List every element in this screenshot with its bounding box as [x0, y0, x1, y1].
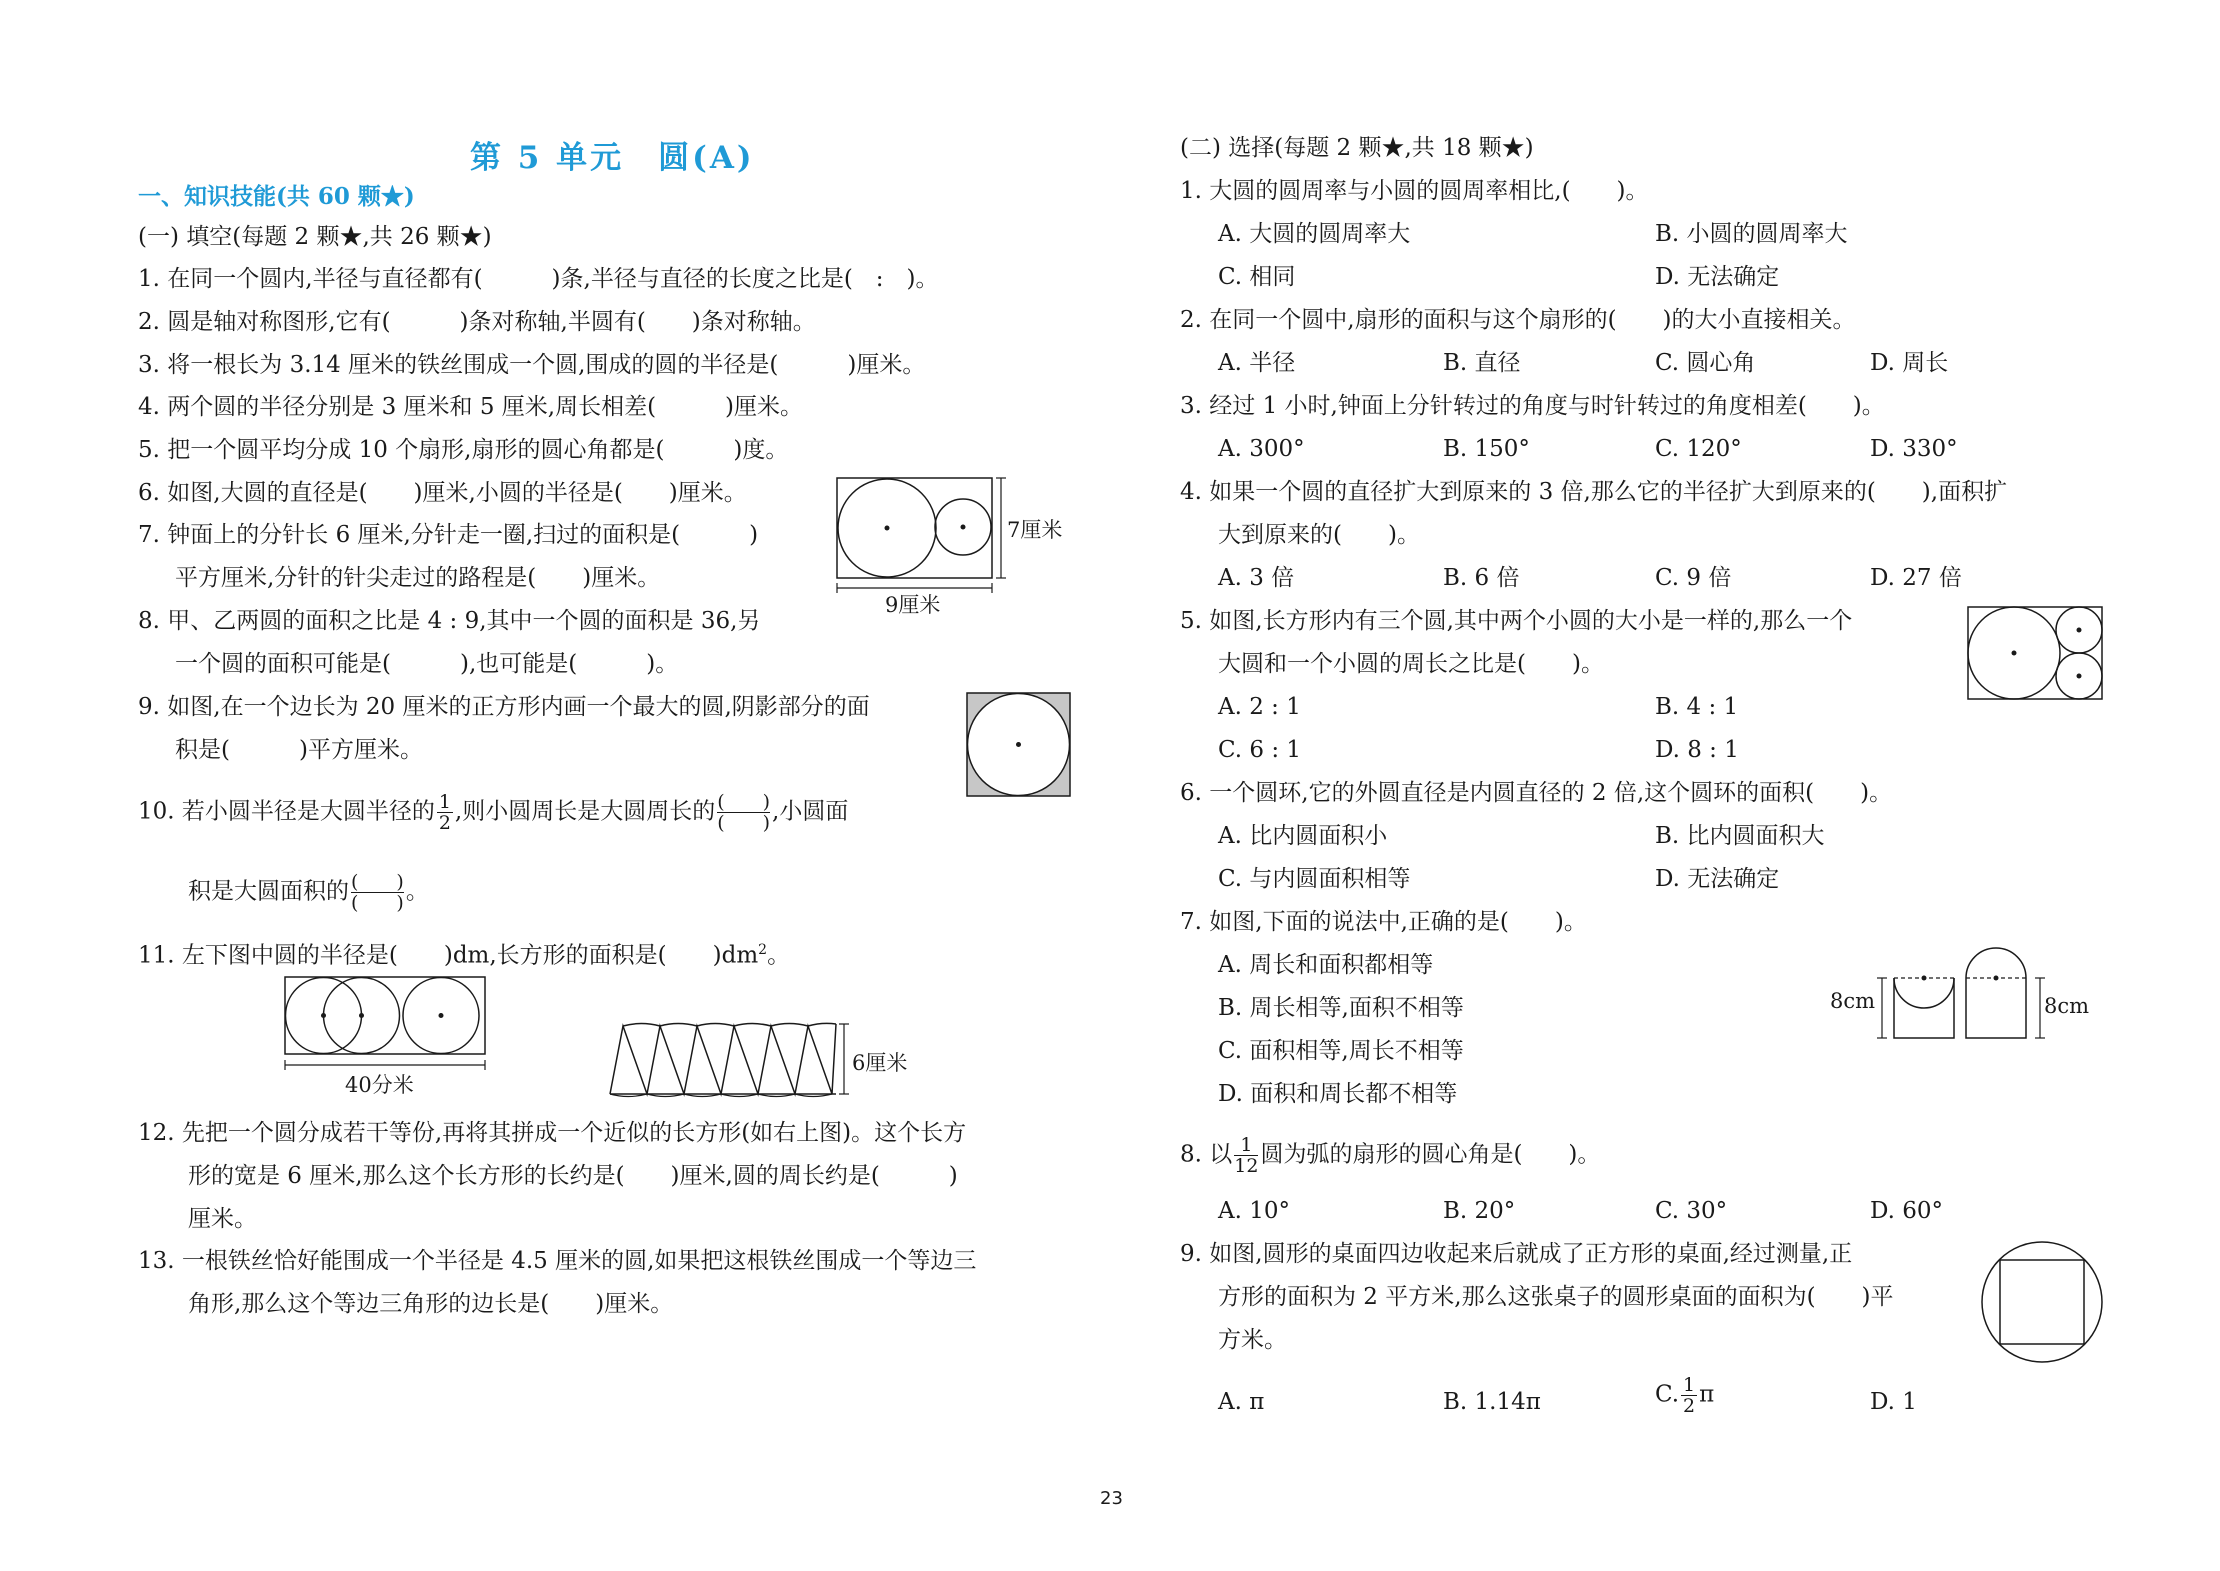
- choice-q1-A: A. 大圆的圆周率大: [1218, 221, 1411, 247]
- choice-q6-A: A. 比内圆面积小: [1218, 823, 1388, 849]
- q10-text-d: 积是大圆面积的: [188, 878, 349, 905]
- fraction-numerator: 1: [1683, 1374, 1696, 1396]
- fraction-one-half: [1681, 1375, 1697, 1416]
- fraction-numerator: ( ): [351, 871, 404, 893]
- choice-q3: 3. 经过 1 小时,钟面上分针转过的角度与时针转过的角度相差( )。: [1180, 393, 1885, 419]
- choice-q1: 1. 大圆的圆周率与小圆的圆周率相比,( )。: [1180, 178, 1649, 204]
- choice-q9-D: D. 1: [1870, 1389, 1917, 1415]
- q6-height-label: 7厘米: [1007, 518, 1063, 542]
- choice-q8: [1180, 1135, 1600, 1176]
- fraction-denominator: ( ): [351, 892, 404, 914]
- choice-q6-D: D. 无法确定: [1655, 866, 1780, 892]
- fill-q12-line3: 厘米。: [188, 1206, 257, 1232]
- choice-q2-D: D. 周长: [1870, 350, 1949, 376]
- choice-q4-C: C. 9 倍: [1655, 565, 1732, 591]
- choice-q3-D: D. 330°: [1870, 436, 1958, 462]
- q11-end: 。: [767, 942, 791, 969]
- fill-q3: 3. 将一根长为 3.14 厘米的铁丝围成一个圆,围成的圆的半径是( )厘米。: [138, 352, 926, 378]
- fill-q5: 5. 把一个圆平均分成 10 个扇形,扇形的圆心角都是( )度。: [138, 437, 789, 463]
- choice-q6-B: B. 比内圆面积大: [1655, 823, 1825, 849]
- pi-symbol: π: [1699, 1381, 1715, 1408]
- choice-q5-B: B. 4 : 1: [1655, 694, 1739, 720]
- fill-q2: 2. 圆是轴对称图形,它有( )条对称轴,半圆有( )条对称轴。: [138, 309, 816, 335]
- choice-q7-A: A. 周长和面积都相等: [1218, 952, 1434, 978]
- fraction-denominator: 2: [1683, 1395, 1696, 1417]
- blank-fraction: [351, 872, 404, 913]
- choice-q8-C: C. 30°: [1655, 1198, 1728, 1224]
- choice-q4-line2: 大到原来的( )。: [1218, 522, 1420, 548]
- c5-figure: [1966, 605, 2106, 705]
- c8-text-a: 8. 以: [1180, 1141, 1233, 1168]
- fill-q12-line1: 12. 先把一个圆分成若干等份,再将其拼成一个近似的长方形(如右上图)。这个长方: [138, 1120, 967, 1146]
- q11-superscript: 2: [758, 942, 768, 958]
- fraction-denominator: ( ): [717, 812, 771, 834]
- fill-q13-line1: 13. 一根铁丝恰好能围成一个半径是 4.5 厘米的圆,如果把这根铁丝围成一个等边三: [138, 1248, 977, 1274]
- fill-q10-line2: [188, 872, 429, 913]
- fraction-numerator: ( ): [717, 791, 771, 813]
- choice-q6-C: C. 与内圆面积相等: [1218, 866, 1411, 892]
- fill-q13-line2: 角形,那么这个等边三角形的边长是( )厘米。: [188, 1291, 674, 1317]
- page-number: 23: [1100, 1488, 1123, 1509]
- q9-figure: [966, 692, 1072, 798]
- fill-q7-line1: 7. 钟面上的分针长 6 厘米,分针走一圈,扫过的面积是( ): [138, 522, 759, 548]
- q10-text-a: 10. 若小圆半径是大圆半径的: [138, 798, 435, 825]
- fraction-one-half: [437, 792, 453, 833]
- c7-right-label: 8cm: [2044, 994, 2090, 1018]
- choice-q3-A: A. 300°: [1218, 436, 1305, 462]
- fraction-numerator: 1: [1240, 1134, 1253, 1156]
- q11-figure: [283, 975, 493, 1095]
- fill-q11: [138, 935, 790, 971]
- choice-q9-A: A. π: [1218, 1389, 1265, 1415]
- c7-figure: [1830, 948, 2090, 1048]
- q11-text: 11. 左下图中圆的半径是( )dm,长方形的面积是( )dm: [138, 942, 759, 969]
- fill-q9-line1: 9. 如图,在一个边长为 20 厘米的正方形内画一个最大的圆,阴影部分的面: [138, 694, 870, 720]
- q6-width-label: 9厘米: [885, 593, 941, 617]
- fill-q7-line2: 平方厘米,分针的针尖走过的路程是( )厘米。: [175, 565, 661, 591]
- choice-q9-B: B. 1.14π: [1443, 1389, 1541, 1415]
- fraction-denominator: 2: [438, 812, 451, 834]
- c9-figure: [1980, 1240, 2110, 1370]
- choice-q1-C: C. 相同: [1218, 264, 1296, 290]
- choice-q3-C: C. 120°: [1655, 436, 1742, 462]
- choice-q9-line1: 9. 如图,圆形的桌面四边收起来后就成了正方形的桌面,经过测量,正: [1180, 1241, 1853, 1267]
- blank-fraction: [717, 792, 770, 833]
- choice-q7-B: B. 周长相等,面积不相等: [1218, 995, 1464, 1021]
- choice-q5-line2: 大圆和一个小圆的周长之比是( )。: [1218, 651, 1604, 677]
- choice-q9-C: [1655, 1375, 1714, 1416]
- fill-q12-line2: 形的宽是 6 厘米,那么这个长方形的长约是( )厘米,圆的周长约是( ): [188, 1163, 958, 1189]
- fraction-one-twelfth: [1234, 1135, 1258, 1176]
- fraction-numerator: 1: [438, 791, 451, 813]
- choice-q2-B: B. 直径: [1443, 350, 1521, 376]
- fraction-denominator: 12: [1234, 1155, 1259, 1177]
- fill-q8-line1: 8. 甲、乙两圆的面积之比是 4 : 9,其中一个圆的面积是 36,另: [138, 608, 761, 634]
- choice-q7: 7. 如图,下面的说法中,正确的是( )。: [1180, 909, 1587, 935]
- choice-q1-D: D. 无法确定: [1655, 264, 1780, 290]
- choice-q1-B: B. 小圆的圆周率大: [1655, 221, 1848, 247]
- c9c-label: C.: [1655, 1381, 1680, 1408]
- page-title: 第 5 单元 圆(A): [470, 140, 755, 176]
- q11-width-label: 40分米: [345, 1073, 414, 1097]
- choice-q5-A: A. 2 : 1: [1218, 694, 1301, 720]
- choice-q4-D: D. 27 倍: [1870, 565, 1962, 591]
- choice-q5-C: C. 6 : 1: [1218, 737, 1302, 763]
- subsection-fill: (一) 填空(每题 2 颗★,共 26 颗★): [138, 224, 492, 250]
- fill-q9-line2: 积是( )平方厘米。: [175, 737, 423, 763]
- choice-q3-B: B. 150°: [1443, 436, 1530, 462]
- fill-q8-line2: 一个圆的面积可能是( ),也可能是( )。: [175, 651, 679, 677]
- choice-q6: 6. 一个圆环,它的外圆直径是内圆直径的 2 倍,这个圆环的面积( )。: [1180, 780, 1893, 806]
- choice-q2: 2. 在同一个圆中,扇形的面积与这个扇形的( )的大小直接相关。: [1180, 307, 1856, 333]
- choice-q8-B: B. 20°: [1443, 1198, 1516, 1224]
- section-heading: 一、知识技能(共 60 颗★): [138, 183, 415, 210]
- q10-text-b: ,则小圆周长是大圆周长的: [454, 798, 716, 825]
- choice-q4-line1: 4. 如果一个圆的直径扩大到原来的 3 倍,那么它的半径扩大到原来的( ),面积扩: [1180, 479, 2008, 505]
- choice-q4-B: B. 6 倍: [1443, 565, 1520, 591]
- choice-q9-line2: 方形的面积为 2 平方米,那么这张桌子的圆形桌面的面积为( )平: [1218, 1284, 1894, 1310]
- fill-q4: 4. 两个圆的半径分别是 3 厘米和 5 厘米,周长相差( )厘米。: [138, 394, 804, 420]
- choice-q5-D: D. 8 : 1: [1655, 737, 1739, 763]
- choice-q2-C: C. 圆心角: [1655, 350, 1756, 376]
- choice-q5-line1: 5. 如图,长方形内有三个圆,其中两个小圆的大小是一样的,那么一个: [1180, 608, 1853, 634]
- choice-q7-D: D. 面积和周长都不相等: [1218, 1081, 1458, 1107]
- c8-text-b: 圆为弧的扇形的圆心角是( )。: [1260, 1141, 1601, 1168]
- q10-text-e: 。: [405, 878, 429, 905]
- q6-figure: [835, 475, 1075, 615]
- c7-left-label: 8cm: [1830, 989, 1876, 1013]
- choice-q2-A: A. 半径: [1218, 350, 1296, 376]
- choice-q8-D: D. 60°: [1870, 1198, 1944, 1224]
- q12-figure: [608, 1020, 928, 1100]
- fill-q6: 6. 如图,大圆的直径是( )厘米,小圆的半径是( )厘米。: [138, 480, 747, 506]
- choice-q7-C: C. 面积相等,周长不相等: [1218, 1038, 1464, 1064]
- fill-q1: 1. 在同一个圆内,半径与直径都有( )条,半径与直径的长度之比是( : )。: [138, 266, 939, 292]
- choice-q4-A: A. 3 倍: [1218, 565, 1295, 591]
- choice-q9-line3: 方米。: [1218, 1327, 1287, 1353]
- choice-q8-A: A. 10°: [1218, 1198, 1290, 1224]
- subsection-choice: (二) 选择(每题 2 颗★,共 18 颗★): [1180, 135, 1534, 161]
- q12-height-label: 6厘米: [852, 1051, 908, 1075]
- fill-q10-line1: [138, 792, 848, 833]
- q10-text-c: ,小圆面: [772, 798, 849, 825]
